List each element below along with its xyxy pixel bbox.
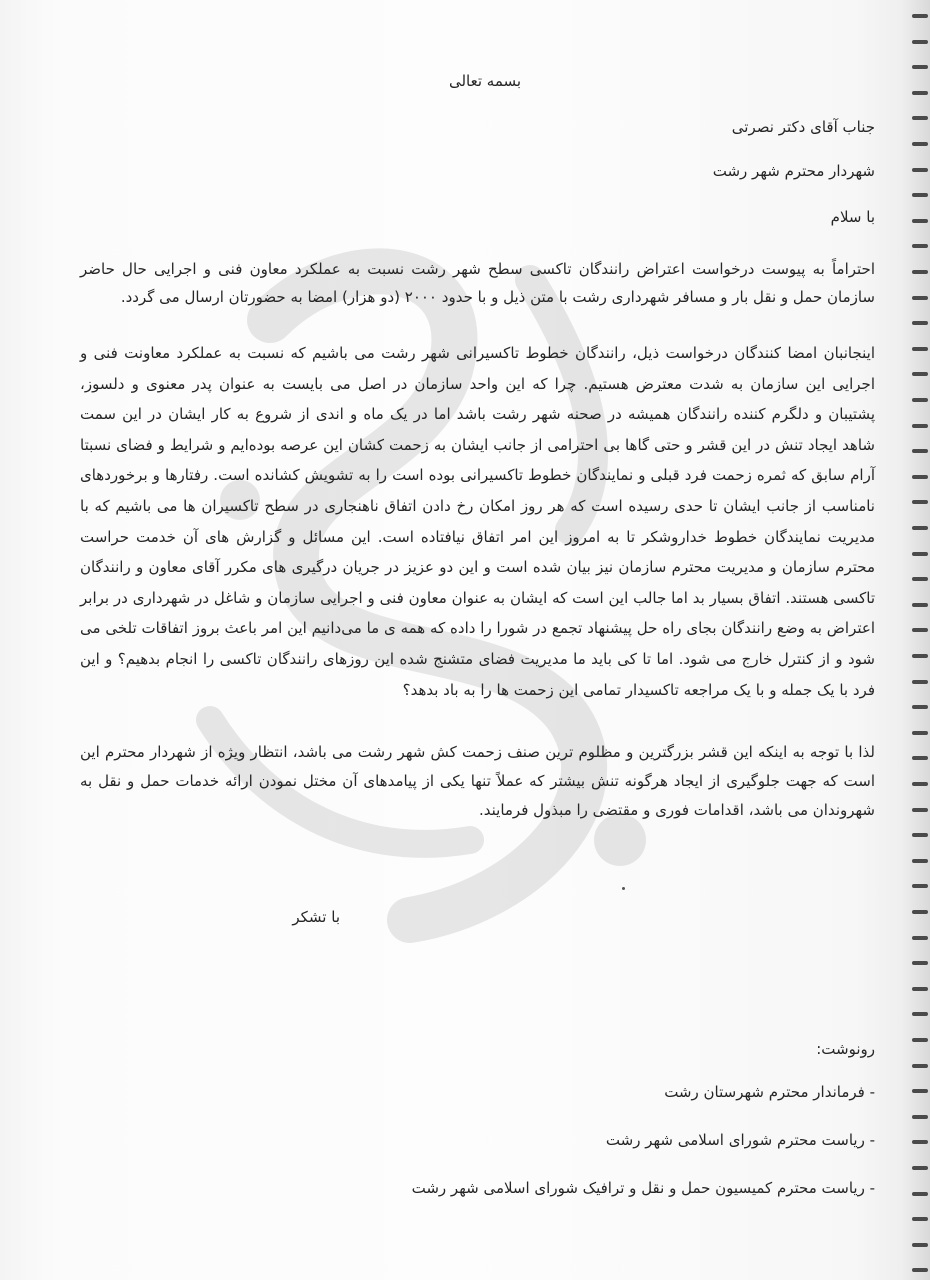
binding-ring: [912, 168, 928, 172]
binding-ring: [912, 808, 928, 812]
binding-ring: [912, 424, 928, 428]
binding-ring: [912, 654, 928, 658]
cc-item: - فرماندار محترم شهرستان رشت: [664, 1083, 875, 1101]
binding-ring: [912, 500, 928, 504]
binding-ring: [912, 884, 928, 888]
binding-ring: [912, 1115, 928, 1119]
binding-ring: [912, 244, 928, 248]
body-paragraph: اینجانبان امضا کنندگان درخواست ذیل، رانندگان خطوط تاکسیرانی شهر رشت می باشیم که نسبت به عملکرد معاونت فنی و اجرایی این سازمان به شدت معترض هستیم. چرا که این واحد سازمان در اصل می بایست به عنوان پدر معنوی و دلسوز، پشتیبان و دلگرم کننده رانندگان همیشه در صحنه شهر رشت باشد اما در یک ماه و اندی از شروع به کار ایشان در این سمت شاهد ایجاد تنش در این قشر و حتی گاها بی احترامی از جانب ایشان به زحمت کشان این عرصه بوده‌ایم و شرایط و فضای نسبتا آرام سابق که ثمره زحمت فرد قبلی و نمایندگان خطوط تاکسیرانی بوده است را به تشویش کشانده است. رفتارها و برخوردهای نامناسب از جانب ایشان تا حدی رسیده است که هر روز امکان رخ دادن اتفاق ناهنجاری در سطح تاکسیران ها می باشیم که با مدیریت نمایندگان خطوط خداروشکر تا به امروز این امر اتفاق نیافتاده است. این مسائل و گزارش های آن خدمت حراست محترم سازمان و مدیریت محترم سازمان نیز بیان شده است و این دو عزیز در جریان درگیری های مکرر آقای معاون و رانندگان تاکسی هستند. اتفاق بسیار بد اما جالب این است که ایشان به عنوان معاون فنی و اجرایی سازمان و شاغل در شهرداری در برابر اعتراض به وضع رانندگان بجای راه حل پیشنهاد تجمع در شورا را داده که همه ی ما می‌دانیم این امر باعث بروز اتفاقات تلخی می شود و از کنترل خارج می شود. اما تا کی باید ما مدیریت فضای متشنج شده این روزهای رانندگان تاکسی را انجام بدهیم؟ و این فرد با یک جمله و با یک مراجعه تاکسیدار تمامی این زحمت ها را به باد بدهد؟: [80, 344, 875, 699]
binding-ring: [912, 1089, 928, 1093]
binding-ring: [912, 756, 928, 760]
binding-ring: [912, 40, 928, 44]
binding-ring: [912, 552, 928, 556]
binding-ring: [912, 782, 928, 786]
binding-ring: [912, 449, 928, 453]
binding-ring: [912, 577, 928, 581]
binding-ring: [912, 347, 928, 351]
binding-ring: [912, 1243, 928, 1247]
binding-ring: [912, 372, 928, 376]
binding-ring: [912, 296, 928, 300]
binding-ring: [912, 1268, 928, 1272]
binding-ring: [912, 91, 928, 95]
closing: با تشکر: [292, 908, 340, 926]
binding-ring: [912, 705, 928, 709]
ink-dot: [622, 887, 625, 890]
cc-item: - ریاست محترم شورای اسلامی شهر رشت: [605, 1131, 875, 1149]
binding-ring: [912, 1217, 928, 1221]
binding-ring: [912, 1064, 928, 1068]
binding-ring: [912, 65, 928, 69]
binding-ring: [912, 936, 928, 940]
binding-ring: [912, 1166, 928, 1170]
binding-ring: [912, 1140, 928, 1144]
binding-ring: [912, 142, 928, 146]
binding-ring: [912, 731, 928, 735]
cc-label: رونوشت:: [816, 1040, 875, 1058]
binding-ring: [912, 680, 928, 684]
intro-paragraph: احتراماً به پیوست درخواست اعتراض رانندگان تاکسی سطح شهر رشت نسبت به عملکرد معاون فنی و اجرایی حال حاضر سازمان حمل و نقل بار و مسافر شهرداری رشت با متن ذیل و با حدود ۲۰۰۰ (دو هزار) امضا به حضورتان ارسال می گردد.: [80, 260, 875, 306]
binding-ring: [912, 116, 928, 120]
binding-ring: [912, 14, 928, 18]
recipient-name: جناب آقای دکتر نصرتی: [731, 118, 875, 136]
binding-ring: [912, 833, 928, 837]
binding-ring: [912, 859, 928, 863]
spiral-binding: [900, 0, 930, 1280]
binding-ring: [912, 398, 928, 402]
cc-item: - ریاست محترم کمیسیون حمل و نقل و ترافیک شورای اسلامی شهر رشت: [411, 1179, 875, 1197]
binding-ring: [912, 1012, 928, 1016]
binding-ring: [912, 270, 928, 274]
binding-ring: [912, 603, 928, 607]
binding-ring: [912, 1192, 928, 1196]
recipient-title: شهردار محترم شهر رشت: [712, 162, 875, 180]
binding-ring: [912, 321, 928, 325]
binding-ring: [912, 910, 928, 914]
binding-ring: [912, 219, 928, 223]
binding-ring: [912, 628, 928, 632]
basmala-heading: بسمه تعالی: [448, 72, 522, 90]
request-paragraph: لذا با توجه به اینکه این قشر بزرگترین و مظلوم ترین صنف زحمت کش شهر رشت می باشد، انتظار ویژه از شهردار محترم این است که جهت جلوگیری از ایجاد هرگونه تنش بیشتر که عملاً تنها یکی از پیامدهای آن مختل نمودن ارائه خدمات حمل و نقل به شهروندان می باشد، اقدامات فوری و مقتضی را مبذول فرمایند.: [80, 743, 875, 819]
binding-ring: [912, 961, 928, 965]
binding-ring: [912, 987, 928, 991]
binding-ring: [912, 526, 928, 530]
binding-ring: [912, 193, 928, 197]
binding-ring: [912, 475, 928, 479]
binding-ring: [912, 1038, 928, 1042]
greeting: با سلام: [830, 208, 875, 226]
